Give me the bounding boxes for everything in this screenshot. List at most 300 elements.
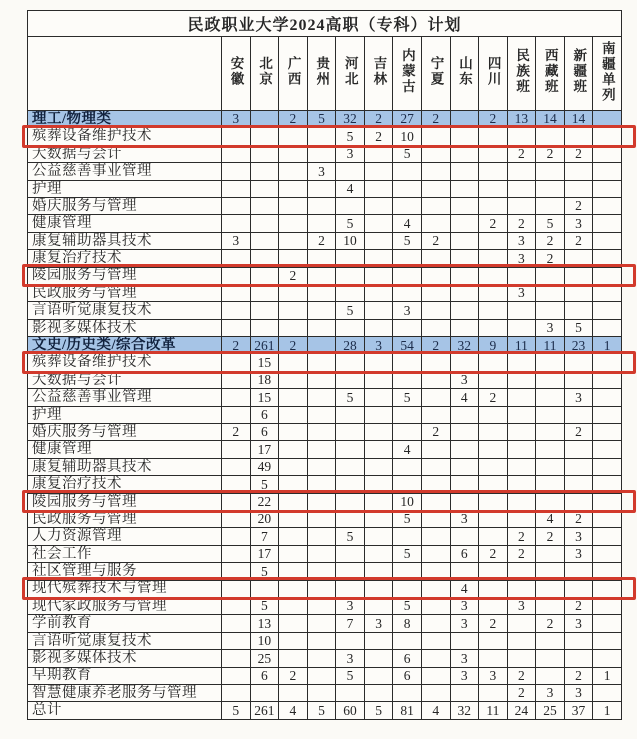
plan-cell — [564, 371, 593, 388]
plan-cell — [279, 632, 308, 649]
plan-cell — [593, 510, 622, 527]
plan-cell: 5 — [250, 476, 279, 493]
plan-cell — [393, 632, 422, 649]
plan-cell — [593, 319, 622, 336]
plan-table-wrapper — [27, 10, 621, 720]
plan-cell: 4 — [279, 702, 308, 719]
plan-cell — [250, 580, 279, 597]
plan-cell — [307, 476, 336, 493]
plan-cell — [279, 441, 308, 458]
plan-cell — [222, 493, 251, 510]
plan-cell — [507, 163, 536, 180]
plan-cell: 3 — [450, 650, 479, 667]
plan-cell: 11 — [479, 702, 508, 719]
plan-cell — [564, 632, 593, 649]
plan-cell — [279, 371, 308, 388]
plan-cell: 5 — [393, 389, 422, 406]
plan-cell — [593, 267, 622, 284]
plan-cell — [393, 371, 422, 388]
plan-cell — [279, 319, 308, 336]
plan-cell: 5 — [336, 128, 365, 145]
plan-cell — [364, 597, 393, 614]
column-header-3 — [307, 37, 336, 111]
plan-cell — [507, 354, 536, 371]
plan-cell — [250, 319, 279, 336]
plan-cell — [479, 163, 508, 180]
plan-cell — [307, 354, 336, 371]
column-header-row — [28, 37, 622, 111]
plan-cell — [250, 197, 279, 214]
column-header-12 — [564, 37, 593, 111]
row-label: 总计 — [28, 702, 222, 719]
plan-cell — [336, 371, 365, 388]
plan-cell: 3 — [450, 667, 479, 684]
plan-cell: 2 — [421, 424, 450, 441]
plan-cell — [450, 197, 479, 214]
plan-cell: 2 — [421, 232, 450, 249]
plan-cell — [250, 128, 279, 145]
plan-cell — [421, 128, 450, 145]
table-row — [28, 389, 622, 406]
plan-cell — [250, 284, 279, 301]
row-label: 理工/物理类 — [28, 111, 222, 128]
plan-cell — [479, 232, 508, 249]
plan-cell — [564, 441, 593, 458]
plan-cell — [279, 684, 308, 701]
plan-cell — [307, 284, 336, 301]
row-label: 殡葬设备维护技术 — [28, 354, 222, 371]
plan-cell — [479, 197, 508, 214]
plan-cell — [222, 284, 251, 301]
plan-cell: 3 — [450, 615, 479, 632]
plan-cell — [479, 580, 508, 597]
plan-cell: 5 — [364, 702, 393, 719]
plan-cell — [364, 163, 393, 180]
column-header-label: 山东 — [457, 56, 473, 87]
column-header-label: 四川 — [485, 56, 501, 87]
plan-cell — [279, 615, 308, 632]
plan-cell — [421, 667, 450, 684]
plan-cell — [307, 250, 336, 267]
plan-cell — [593, 615, 622, 632]
plan-cell: 7 — [336, 615, 365, 632]
column-header-label: 内蒙古 — [399, 48, 415, 95]
column-header-label: 贵州 — [314, 56, 330, 87]
plan-cell — [450, 424, 479, 441]
plan-cell: 3 — [564, 389, 593, 406]
plan-cell — [507, 197, 536, 214]
plan-cell — [421, 354, 450, 371]
plan-cell: 2 — [564, 510, 593, 527]
plan-cell — [593, 145, 622, 162]
plan-cell: 2 — [279, 111, 308, 128]
column-header-9 — [479, 37, 508, 111]
plan-cell — [307, 424, 336, 441]
plan-cell — [507, 371, 536, 388]
plan-cell: 3 — [507, 250, 536, 267]
plan-cell — [593, 580, 622, 597]
plan-cell — [507, 267, 536, 284]
plan-cell: 3 — [450, 371, 479, 388]
row-label: 言语听觉康复技术 — [28, 302, 222, 319]
plan-cell — [593, 632, 622, 649]
plan-cell — [279, 197, 308, 214]
plan-cell — [593, 389, 622, 406]
plan-cell: 5 — [336, 528, 365, 545]
plan-cell — [593, 284, 622, 301]
plan-cell — [450, 111, 479, 128]
plan-cell: 5 — [393, 545, 422, 562]
plan-cell: 15 — [250, 354, 279, 371]
plan-cell: 4 — [450, 389, 479, 406]
plan-cell — [421, 163, 450, 180]
plan-cell: 2 — [507, 684, 536, 701]
plan-cell — [336, 319, 365, 336]
row-label: 健康管理 — [28, 441, 222, 458]
plan-cell — [307, 371, 336, 388]
plan-cell: 5 — [222, 702, 251, 719]
table-row — [28, 267, 622, 284]
plan-cell — [536, 302, 565, 319]
table-row — [28, 128, 622, 145]
plan-cell — [364, 632, 393, 649]
plan-cell: 17 — [250, 441, 279, 458]
plan-cell — [564, 302, 593, 319]
table-row — [28, 597, 622, 614]
plan-cell — [364, 232, 393, 249]
plan-cell — [364, 545, 393, 562]
corner-cell — [28, 37, 222, 111]
plan-cell — [421, 615, 450, 632]
plan-cell — [593, 493, 622, 510]
plan-cell — [364, 197, 393, 214]
plan-cell — [479, 597, 508, 614]
table-row — [28, 667, 622, 684]
plan-cell: 10 — [393, 128, 422, 145]
plan-cell — [536, 580, 565, 597]
plan-cell — [536, 406, 565, 423]
plan-cell — [279, 406, 308, 423]
plan-cell — [364, 406, 393, 423]
plan-cell — [250, 180, 279, 197]
plan-cell: 2 — [536, 145, 565, 162]
plan-cell — [336, 632, 365, 649]
plan-cell — [479, 145, 508, 162]
column-header-13 — [593, 37, 622, 111]
plan-cell — [507, 441, 536, 458]
row-label: 智慧健康养老服务与管理 — [28, 684, 222, 701]
plan-cell — [336, 424, 365, 441]
plan-cell — [450, 354, 479, 371]
plan-cell — [536, 354, 565, 371]
plan-cell: 27 — [393, 111, 422, 128]
plan-cell: 3 — [450, 597, 479, 614]
plan-cell — [222, 250, 251, 267]
plan-cell — [450, 406, 479, 423]
plan-cell: 5 — [250, 563, 279, 580]
plan-cell: 13 — [250, 615, 279, 632]
plan-cell: 3 — [564, 528, 593, 545]
plan-cell — [307, 545, 336, 562]
plan-cell: 3 — [507, 597, 536, 614]
plan-cell — [507, 389, 536, 406]
plan-cell — [250, 250, 279, 267]
plan-cell — [593, 476, 622, 493]
plan-cell — [564, 267, 593, 284]
plan-cell — [364, 319, 393, 336]
row-label: 健康管理 — [28, 215, 222, 232]
plan-cell — [450, 232, 479, 249]
plan-cell — [421, 458, 450, 475]
plan-cell: 2 — [564, 145, 593, 162]
plan-cell — [479, 563, 508, 580]
plan-cell: 3 — [336, 650, 365, 667]
plan-cell: 4 — [450, 580, 479, 597]
plan-cell — [279, 232, 308, 249]
plan-cell: 11 — [536, 337, 565, 354]
plan-cell — [507, 302, 536, 319]
plan-cell: 60 — [336, 702, 365, 719]
plan-cell — [593, 215, 622, 232]
plan-cell — [450, 163, 479, 180]
plan-cell — [222, 267, 251, 284]
plan-cell — [536, 597, 565, 614]
plan-cell — [479, 476, 508, 493]
table-row — [28, 493, 622, 510]
plan-cell: 32 — [450, 337, 479, 354]
plan-cell: 2 — [479, 615, 508, 632]
plan-cell — [421, 528, 450, 545]
plan-cell: 24 — [507, 702, 536, 719]
plan-cell: 5 — [393, 510, 422, 527]
plan-cell: 6 — [250, 406, 279, 423]
plan-cell — [336, 545, 365, 562]
plan-cell — [307, 406, 336, 423]
plan-cell — [479, 684, 508, 701]
column-header-11 — [536, 37, 565, 111]
plan-cell — [536, 441, 565, 458]
plan-cell: 32 — [336, 111, 365, 128]
plan-cell: 14 — [536, 111, 565, 128]
plan-cell: 5 — [336, 389, 365, 406]
column-header-0 — [222, 37, 251, 111]
plan-cell: 2 — [479, 545, 508, 562]
row-label: 大数据与会计 — [28, 145, 222, 162]
plan-cell: 6 — [393, 650, 422, 667]
plan-cell — [279, 180, 308, 197]
table-row — [28, 145, 622, 162]
plan-cell: 1 — [593, 702, 622, 719]
plan-cell — [222, 528, 251, 545]
plan-cell — [279, 528, 308, 545]
plan-cell — [307, 197, 336, 214]
plan-cell — [307, 528, 336, 545]
plan-cell — [336, 563, 365, 580]
plan-cell — [336, 354, 365, 371]
column-header-2 — [279, 37, 308, 111]
column-header-label: 西藏班 — [542, 48, 558, 95]
plan-cell — [364, 493, 393, 510]
plan-cell — [364, 180, 393, 197]
plan-cell — [593, 458, 622, 475]
plan-cell — [479, 424, 508, 441]
plan-cell — [479, 632, 508, 649]
row-label: 现代殡葬技术与管理 — [28, 580, 222, 597]
plan-cell: 2 — [507, 145, 536, 162]
plan-cell — [593, 441, 622, 458]
plan-cell — [336, 476, 365, 493]
table-row — [28, 615, 622, 632]
plan-cell — [421, 510, 450, 527]
table-row — [28, 180, 622, 197]
plan-cell — [479, 180, 508, 197]
plan-cell — [593, 302, 622, 319]
plan-cell — [307, 215, 336, 232]
plan-cell — [222, 597, 251, 614]
plan-cell — [421, 441, 450, 458]
column-header-label: 南疆单列 — [599, 40, 615, 103]
plan-cell — [393, 528, 422, 545]
plan-cell — [279, 215, 308, 232]
plan-cell — [593, 597, 622, 614]
row-label: 现代家政服务与管理 — [28, 597, 222, 614]
plan-cell: 32 — [450, 702, 479, 719]
row-label: 社区管理与服务 — [28, 563, 222, 580]
plan-cell — [279, 389, 308, 406]
plan-cell — [336, 493, 365, 510]
plan-cell — [507, 580, 536, 597]
plan-cell — [564, 476, 593, 493]
plan-cell — [536, 493, 565, 510]
total-row — [28, 702, 622, 719]
plan-cell — [564, 250, 593, 267]
plan-cell — [307, 632, 336, 649]
column-header-1 — [250, 37, 279, 111]
plan-cell — [364, 580, 393, 597]
plan-cell: 5 — [336, 302, 365, 319]
plan-cell: 261 — [250, 702, 279, 719]
plan-cell: 3 — [564, 545, 593, 562]
plan-cell — [507, 424, 536, 441]
plan-cell — [393, 684, 422, 701]
table-row — [28, 197, 622, 214]
plan-cell — [307, 563, 336, 580]
plan-cell — [307, 267, 336, 284]
column-header-8 — [450, 37, 479, 111]
plan-cell — [364, 389, 393, 406]
plan-cell — [450, 319, 479, 336]
plan-cell — [336, 580, 365, 597]
plan-cell — [222, 545, 251, 562]
column-header-6 — [393, 37, 422, 111]
plan-cell: 13 — [507, 111, 536, 128]
plan-cell: 4 — [336, 180, 365, 197]
plan-cell: 22 — [250, 493, 279, 510]
plan-cell — [479, 510, 508, 527]
plan-cell: 2 — [421, 111, 450, 128]
plan-cell — [479, 319, 508, 336]
plan-cell: 15 — [250, 389, 279, 406]
plan-cell: 6 — [250, 424, 279, 441]
table-row — [28, 284, 622, 301]
table-row — [28, 371, 622, 388]
plan-cell — [222, 145, 251, 162]
plan-cell — [450, 458, 479, 475]
plan-cell — [364, 458, 393, 475]
plan-cell: 25 — [536, 702, 565, 719]
plan-cell — [393, 563, 422, 580]
plan-cell: 9 — [479, 337, 508, 354]
plan-cell: 25 — [250, 650, 279, 667]
column-header-4 — [336, 37, 365, 111]
plan-cell: 5 — [536, 215, 565, 232]
plan-cell — [593, 545, 622, 562]
plan-cell — [421, 215, 450, 232]
plan-cell — [222, 684, 251, 701]
plan-cell — [421, 580, 450, 597]
plan-cell — [450, 284, 479, 301]
plan-cell — [279, 354, 308, 371]
plan-cell — [593, 650, 622, 667]
plan-cell — [393, 406, 422, 423]
plan-cell — [307, 389, 336, 406]
plan-cell: 17 — [250, 545, 279, 562]
row-label: 影视多媒体技术 — [28, 650, 222, 667]
plan-cell — [393, 458, 422, 475]
plan-cell: 5 — [336, 215, 365, 232]
plan-cell — [479, 128, 508, 145]
plan-cell — [222, 319, 251, 336]
column-header-label: 广西 — [285, 56, 301, 87]
plan-cell — [250, 163, 279, 180]
plan-cell — [421, 545, 450, 562]
plan-cell — [336, 510, 365, 527]
plan-cell: 3 — [564, 615, 593, 632]
plan-cell — [279, 545, 308, 562]
plan-cell — [364, 284, 393, 301]
plan-cell — [536, 563, 565, 580]
plan-cell: 2 — [364, 111, 393, 128]
plan-cell — [364, 667, 393, 684]
plan-cell — [421, 632, 450, 649]
plan-cell — [222, 371, 251, 388]
plan-cell — [364, 441, 393, 458]
plan-cell — [222, 441, 251, 458]
plan-cell — [364, 563, 393, 580]
plan-cell — [564, 163, 593, 180]
row-label: 康复治疗技术 — [28, 476, 222, 493]
plan-cell — [222, 580, 251, 597]
plan-cell — [336, 284, 365, 301]
row-label: 殡葬设备维护技术 — [28, 128, 222, 145]
plan-cell — [307, 615, 336, 632]
plan-cell — [250, 684, 279, 701]
plan-cell — [421, 406, 450, 423]
plan-cell — [593, 163, 622, 180]
table-row — [28, 354, 622, 371]
plan-cell — [393, 319, 422, 336]
table-row — [28, 163, 622, 180]
plan-cell — [479, 284, 508, 301]
plan-cell: 18 — [250, 371, 279, 388]
plan-cell — [507, 180, 536, 197]
section-row — [28, 337, 622, 354]
plan-cell — [279, 145, 308, 162]
plan-cell: 4 — [421, 702, 450, 719]
plan-cell — [279, 128, 308, 145]
plan-cell — [479, 458, 508, 475]
column-header-label: 宁夏 — [428, 56, 444, 87]
